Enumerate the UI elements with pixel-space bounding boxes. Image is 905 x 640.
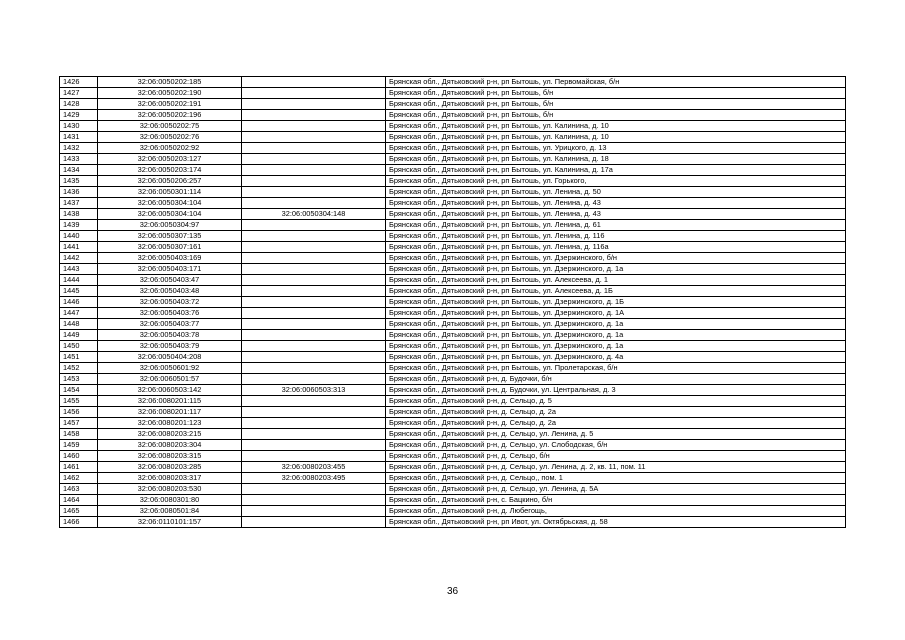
cadastral-number-cell: 32:06:0050403:79 (98, 341, 242, 352)
cadastral-number-cell: 32:06:0080201:115 (98, 396, 242, 407)
address-cell: Брянская обл., Дятьковский р-н, рп Бытошь, ул. Дзержинского, б/н (386, 253, 846, 264)
related-cadastral-number-cell (242, 99, 386, 110)
cadastral-number-cell: 32:06:0050307:161 (98, 242, 242, 253)
related-cadastral-number-cell (242, 121, 386, 132)
row-number-cell: 1450 (60, 341, 98, 352)
table-row (60, 506, 846, 517)
related-cadastral-number-cell (242, 363, 386, 374)
cadastral-number-cell: 32:06:0050304:104 (98, 198, 242, 209)
table-row (60, 495, 846, 506)
row-number-cell: 1445 (60, 286, 98, 297)
register-table-body (60, 77, 846, 528)
table-row (60, 484, 846, 495)
row-number-cell: 1462 (60, 473, 98, 484)
table-row (60, 132, 846, 143)
cadastral-number-cell: 32:06:0080203:317 (98, 473, 242, 484)
address-cell: Брянская обл., Дятьковский р-н, рп Бытошь, ул. Ленина, д. 61 (386, 220, 846, 231)
address-cell: Брянская обл., Дятьковский р-н, д. Сельцо, ул. Слободская, б/н (386, 440, 846, 451)
address-cell: Брянская обл., Дятьковский р-н, рп Бытошь, ул. Дзержинского, д. 4а (386, 352, 846, 363)
row-number-cell: 1438 (60, 209, 98, 220)
related-cadastral-number-cell (242, 88, 386, 99)
cadastral-number-cell: 32:06:0050307:135 (98, 231, 242, 242)
address-cell: Брянская обл., Дятьковский р-н, д. Будочки, б/н (386, 374, 846, 385)
cadastral-number-cell: 32:06:0050202:191 (98, 99, 242, 110)
related-cadastral-number-cell (242, 330, 386, 341)
table-row (60, 231, 846, 242)
register-table (59, 76, 846, 528)
cadastral-number-cell: 32:06:0050202:190 (98, 88, 242, 99)
row-number-cell: 1430 (60, 121, 98, 132)
row-number-cell: 1458 (60, 429, 98, 440)
row-number-cell: 1449 (60, 330, 98, 341)
address-cell: Брянская обл., Дятьковский р-н, рп Бытошь, ул. Калинина, д. 10 (386, 132, 846, 143)
table-row (60, 517, 846, 528)
cadastral-number-cell: 32:06:0050403:77 (98, 319, 242, 330)
related-cadastral-number-cell (242, 429, 386, 440)
cadastral-number-cell: 32:06:0080203:215 (98, 429, 242, 440)
related-cadastral-number-cell (242, 517, 386, 528)
address-cell: Брянская обл., Дятьковский р-н, д. Сельцо, ул. Ленина, д. 2, кв. 11, пом. 11 (386, 462, 846, 473)
row-number-cell: 1427 (60, 88, 98, 99)
cadastral-number-cell: 32:06:0050301:114 (98, 187, 242, 198)
row-number-cell: 1461 (60, 462, 98, 473)
page-number: 36 (446, 586, 459, 597)
row-number-cell: 1453 (60, 374, 98, 385)
cadastral-number-cell: 32:06:0050202:76 (98, 132, 242, 143)
table-row (60, 176, 846, 187)
address-cell: Брянская обл., Дятьковский р-н, д. Сельцо, д. 2а (386, 418, 846, 429)
row-number-cell: 1429 (60, 110, 98, 121)
row-number-cell: 1431 (60, 132, 98, 143)
table-row (60, 253, 846, 264)
cadastral-number-cell: 32:06:0050403:76 (98, 308, 242, 319)
row-number-cell: 1454 (60, 385, 98, 396)
address-cell: Брянская обл., Дятьковский р-н, рп Бытошь, ул. Дзержинского, д. 1а (386, 319, 846, 330)
cadastral-number-cell: 32:06:0080201:123 (98, 418, 242, 429)
cadastral-number-cell: 32:06:0050601:92 (98, 363, 242, 374)
address-cell: Брянская обл., Дятьковский р-н, рп Бытошь, ул. Дзержинского, д. 1а (386, 341, 846, 352)
row-number-cell: 1451 (60, 352, 98, 363)
cadastral-number-cell: 32:06:0050403:78 (98, 330, 242, 341)
address-cell: Брянская обл., Дятьковский р-н, рп Бытошь, ул. Ленина, д. 116а (386, 242, 846, 253)
row-number-cell: 1457 (60, 418, 98, 429)
address-cell: Брянская обл., Дятьковский р-н, рп Бытошь, б/н (386, 110, 846, 121)
row-number-cell: 1465 (60, 506, 98, 517)
address-cell: Брянская обл., Дятьковский р-н, рп Бытошь, ул. Дзержинского, д. 1а (386, 330, 846, 341)
row-number-cell: 1447 (60, 308, 98, 319)
address-cell: Брянская обл., Дятьковский р-н, рп Бытошь, ул. Алексеева, д. 1 (386, 275, 846, 286)
table-row (60, 385, 846, 396)
related-cadastral-number-cell: 32:06:0050304:148 (242, 209, 386, 220)
address-cell: Брянская обл., Дятьковский р-н, рп Бытошь, ул. Ленина, д. 50 (386, 187, 846, 198)
row-number-cell: 1463 (60, 484, 98, 495)
related-cadastral-number-cell (242, 451, 386, 462)
cadastral-number-cell: 32:06:0050304:104 (98, 209, 242, 220)
table-row (60, 209, 846, 220)
table-row (60, 242, 846, 253)
table-row (60, 429, 846, 440)
cadastral-number-cell: 32:06:0080203:530 (98, 484, 242, 495)
related-cadastral-number-cell (242, 176, 386, 187)
cadastral-number-cell: 32:06:0080203:285 (98, 462, 242, 473)
table-row (60, 88, 846, 99)
table-row (60, 462, 846, 473)
cadastral-number-cell: 32:06:0050403:48 (98, 286, 242, 297)
related-cadastral-number-cell (242, 407, 386, 418)
table-row (60, 198, 846, 209)
related-cadastral-number-cell (242, 110, 386, 121)
cadastral-number-cell: 32:06:0050403:47 (98, 275, 242, 286)
related-cadastral-number-cell (242, 418, 386, 429)
related-cadastral-number-cell (242, 297, 386, 308)
row-number-cell: 1433 (60, 154, 98, 165)
row-number-cell: 1464 (60, 495, 98, 506)
related-cadastral-number-cell (242, 165, 386, 176)
address-cell: Брянская обл., Дятьковский р-н, рп Бытошь, ул. Первомайская, б/н (386, 77, 846, 88)
table-row (60, 77, 846, 88)
address-cell: Брянская обл., Дятьковский р-н, д. Будочки, ул. Центральная, д. 3 (386, 385, 846, 396)
row-number-cell: 1456 (60, 407, 98, 418)
address-cell: Брянская обл., Дятьковский р-н, рп Бытошь, ул. Ленина, д. 43 (386, 209, 846, 220)
row-number-cell: 1426 (60, 77, 98, 88)
related-cadastral-number-cell (242, 341, 386, 352)
related-cadastral-number-cell (242, 143, 386, 154)
related-cadastral-number-cell (242, 440, 386, 451)
address-cell: Брянская обл., Дятьковский р-н, рп Бытошь, ул. Дзержинского, д. 1Б (386, 297, 846, 308)
table-row (60, 154, 846, 165)
row-number-cell: 1446 (60, 297, 98, 308)
related-cadastral-number-cell (242, 374, 386, 385)
table-row (60, 319, 846, 330)
related-cadastral-number-cell: 32:06:0080203:455 (242, 462, 386, 473)
table-row (60, 297, 846, 308)
cadastral-number-cell: 32:06:0060503:142 (98, 385, 242, 396)
address-cell: Брянская обл., Дятьковский р-н, с. Бацкино, б/н (386, 495, 846, 506)
related-cadastral-number-cell (242, 484, 386, 495)
address-cell: Брянская обл., Дятьковский р-н, д. Сельцо, б/н (386, 451, 846, 462)
related-cadastral-number-cell: 32:06:0080203:495 (242, 473, 386, 484)
cadastral-number-cell: 32:06:0110101:157 (98, 517, 242, 528)
related-cadastral-number-cell (242, 242, 386, 253)
cadastral-number-cell: 32:06:0080501:84 (98, 506, 242, 517)
table-row (60, 473, 846, 484)
cadastral-number-cell: 32:06:0050304:97 (98, 220, 242, 231)
address-cell: Брянская обл., Дятьковский р-н, рп Бытошь, ул. Дзержинского, д. 1а (386, 264, 846, 275)
row-number-cell: 1444 (60, 275, 98, 286)
row-number-cell: 1437 (60, 198, 98, 209)
table-row (60, 352, 846, 363)
cadastral-number-cell: 32:06:0050404:208 (98, 352, 242, 363)
related-cadastral-number-cell (242, 506, 386, 517)
cadastral-number-cell: 32:06:0050403:171 (98, 264, 242, 275)
related-cadastral-number-cell (242, 77, 386, 88)
address-cell: Брянская обл., Дятьковский р-н, рп Бытошь, ул. Калинина, д. 10 (386, 121, 846, 132)
row-number-cell: 1441 (60, 242, 98, 253)
table-row (60, 121, 846, 132)
table-row (60, 264, 846, 275)
row-number-cell: 1434 (60, 165, 98, 176)
table-row (60, 308, 846, 319)
row-number-cell: 1460 (60, 451, 98, 462)
address-cell: Брянская обл., Дятьковский р-н, рп Бытошь, ул. Ленина, д. 43 (386, 198, 846, 209)
address-cell: Брянская обл., Дятьковский р-н, рп Бытошь, ул. Дзержинского, д. 1А (386, 308, 846, 319)
table-row (60, 363, 846, 374)
related-cadastral-number-cell (242, 198, 386, 209)
cadastral-number-cell: 32:06:0080301:80 (98, 495, 242, 506)
row-number-cell: 1428 (60, 99, 98, 110)
related-cadastral-number-cell (242, 253, 386, 264)
row-number-cell: 1448 (60, 319, 98, 330)
table-row (60, 275, 846, 286)
address-cell: Брянская обл., Дятьковский р-н, рп Бытошь, б/н (386, 99, 846, 110)
address-cell: Брянская обл., Дятьковский р-н, рп Бытошь, ул. Ленина, д. 116 (386, 231, 846, 242)
cadastral-number-cell: 32:06:0050203:127 (98, 154, 242, 165)
table-row (60, 220, 846, 231)
related-cadastral-number-cell (242, 319, 386, 330)
row-number-cell: 1436 (60, 187, 98, 198)
address-cell: Брянская обл., Дятьковский р-н, рп Бытошь, ул. Алексеева, д. 1Б (386, 286, 846, 297)
address-cell: Брянская обл., Дятьковский р-н, д. Любегощь, (386, 506, 846, 517)
table-row (60, 143, 846, 154)
table-row (60, 286, 846, 297)
address-cell: Брянская обл., Дятьковский р-н, рп Бытошь, б/н (386, 88, 846, 99)
table-row (60, 110, 846, 121)
cadastral-number-cell: 32:06:0050202:92 (98, 143, 242, 154)
address-cell: Брянская обл., Дятьковский р-н, рп Бытошь, ул. Калинина, д. 17а (386, 165, 846, 176)
table-row (60, 396, 846, 407)
cadastral-number-cell: 32:06:0050206:257 (98, 176, 242, 187)
cadastral-number-cell: 32:06:0060501:57 (98, 374, 242, 385)
address-cell: Брянская обл., Дятьковский р-н, рп Бытошь, ул. Урицкого, д. 13 (386, 143, 846, 154)
row-number-cell: 1439 (60, 220, 98, 231)
related-cadastral-number-cell (242, 264, 386, 275)
row-number-cell: 1443 (60, 264, 98, 275)
address-cell: Брянская обл., Дятьковский р-н, рп Бытошь, ул. Калинина, д. 18 (386, 154, 846, 165)
row-number-cell: 1455 (60, 396, 98, 407)
related-cadastral-number-cell (242, 286, 386, 297)
related-cadastral-number-cell (242, 396, 386, 407)
row-number-cell: 1452 (60, 363, 98, 374)
related-cadastral-number-cell: 32:06:0060503:313 (242, 385, 386, 396)
row-number-cell: 1432 (60, 143, 98, 154)
table-row (60, 99, 846, 110)
cadastral-number-cell: 32:06:0080203:304 (98, 440, 242, 451)
row-number-cell: 1440 (60, 231, 98, 242)
related-cadastral-number-cell (242, 308, 386, 319)
row-number-cell: 1466 (60, 517, 98, 528)
address-cell: Брянская обл., Дятьковский р-н, рп Бытошь, ул. Горького, (386, 176, 846, 187)
cadastral-number-cell: 32:06:0080201:117 (98, 407, 242, 418)
table-row (60, 451, 846, 462)
address-cell: Брянская обл., Дятьковский р-н, д. Сельцо, д. 2а (386, 407, 846, 418)
related-cadastral-number-cell (242, 187, 386, 198)
related-cadastral-number-cell (242, 231, 386, 242)
table-row (60, 440, 846, 451)
table-row (60, 165, 846, 176)
cadastral-number-cell: 32:06:0050202:196 (98, 110, 242, 121)
table-row (60, 407, 846, 418)
row-number-cell: 1435 (60, 176, 98, 187)
cadastral-number-cell: 32:06:0080203:315 (98, 451, 242, 462)
address-cell: Брянская обл., Дятьковский р-н, д. Сельцо, д. 5 (386, 396, 846, 407)
address-cell: Брянская обл., Дятьковский р-н, д. Сельцо, ул. Ленина, д. 5 (386, 429, 846, 440)
cadastral-number-cell: 32:06:0050403:169 (98, 253, 242, 264)
row-number-cell: 1459 (60, 440, 98, 451)
address-cell: Брянская обл., Дятьковский р-н, рп Бытошь, ул. Пролетарская, б/н (386, 363, 846, 374)
related-cadastral-number-cell (242, 220, 386, 231)
table-row (60, 330, 846, 341)
table-row (60, 187, 846, 198)
table-row (60, 374, 846, 385)
related-cadastral-number-cell (242, 352, 386, 363)
related-cadastral-number-cell (242, 154, 386, 165)
address-cell: Брянская обл., Дятьковский р-н, рп Ивот, ул. Октябрьская, д. 58 (386, 517, 846, 528)
address-cell: Брянская обл., Дятьковский р-н, д. Сельцо, ул. Ленина, д. 5А (386, 484, 846, 495)
address-cell: Брянская обл., Дятьковский р-н, д. Сельцо,, пом. 1 (386, 473, 846, 484)
cadastral-number-cell: 32:06:0050202:185 (98, 77, 242, 88)
table-row (60, 341, 846, 352)
related-cadastral-number-cell (242, 275, 386, 286)
related-cadastral-number-cell (242, 495, 386, 506)
related-cadastral-number-cell (242, 132, 386, 143)
cadastral-number-cell: 32:06:0050403:72 (98, 297, 242, 308)
cadastral-number-cell: 32:06:0050202:75 (98, 121, 242, 132)
cadastral-number-cell: 32:06:0050203:174 (98, 165, 242, 176)
row-number-cell: 1442 (60, 253, 98, 264)
table-row (60, 418, 846, 429)
